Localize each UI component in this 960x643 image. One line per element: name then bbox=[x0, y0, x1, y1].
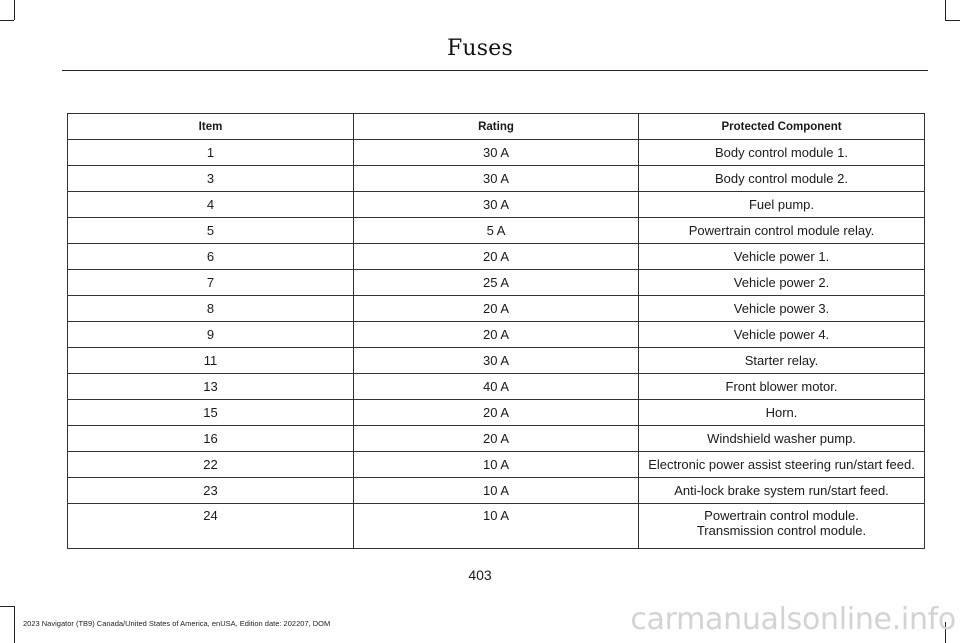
footer-edition-info: 2023 Navigator (TB9) Canada/United States of America, enUSA, Edition date: 202207, DOM bbox=[23, 619, 331, 628]
cell-rating: 10 A bbox=[354, 452, 639, 478]
cell-protected-component bbox=[639, 452, 925, 478]
fuse-table-body bbox=[68, 140, 925, 549]
watermark-logo: carmanualsonline.info bbox=[630, 602, 956, 637]
component-line: Powertrain control module. bbox=[704, 508, 859, 523]
cell-rating: 25 A bbox=[354, 270, 639, 296]
cell-item: 13 bbox=[68, 374, 354, 400]
header-divider bbox=[62, 70, 928, 71]
cell-item: 9 bbox=[68, 322, 354, 348]
column-header-rating: Rating bbox=[354, 114, 639, 140]
table-row bbox=[68, 478, 925, 504]
cell-protected-component bbox=[639, 270, 925, 296]
cell-protected-component bbox=[639, 296, 925, 322]
table-row bbox=[68, 218, 925, 244]
component-line: Body control module 1. bbox=[715, 145, 848, 160]
cell-rating: 30 A bbox=[354, 192, 639, 218]
cell-rating: 20 A bbox=[354, 426, 639, 452]
cell-item: 22 bbox=[68, 452, 354, 478]
table-row bbox=[68, 374, 925, 400]
page-number: 403 bbox=[468, 567, 492, 583]
table-row bbox=[68, 322, 925, 348]
component-line: Electronic power assist steering run/start feed. bbox=[648, 457, 915, 472]
cell-protected-component bbox=[639, 478, 925, 504]
table-row bbox=[68, 270, 925, 296]
cell-rating: 5 A bbox=[354, 218, 639, 244]
cell-rating: 10 A bbox=[354, 504, 639, 549]
crop-mark-bottom-left-h bbox=[0, 606, 14, 607]
table-row bbox=[68, 348, 925, 374]
component-line: Anti-lock brake system run/start feed. bbox=[674, 483, 889, 498]
cell-rating: 40 A bbox=[354, 374, 639, 400]
cell-item: 5 bbox=[68, 218, 354, 244]
cell-protected-component bbox=[639, 218, 925, 244]
cell-item: 6 bbox=[68, 244, 354, 270]
table-row bbox=[68, 426, 925, 452]
crop-mark-top-left bbox=[14, 0, 15, 20]
cell-item: 24 bbox=[68, 504, 354, 549]
column-header-protected-component: Protected Component bbox=[639, 114, 925, 140]
crop-mark-top-right bbox=[945, 0, 946, 20]
table-row bbox=[68, 192, 925, 218]
component-line: Front blower motor. bbox=[725, 379, 838, 394]
component-line: Starter relay. bbox=[744, 353, 819, 368]
cell-protected-component bbox=[639, 504, 925, 549]
component-line: Powertrain control module relay. bbox=[688, 223, 875, 238]
cell-rating: 30 A bbox=[354, 166, 639, 192]
table-header-row bbox=[68, 114, 925, 140]
cell-item: 16 bbox=[68, 426, 354, 452]
cell-item: 1 bbox=[68, 140, 354, 166]
crop-mark-bottom-left bbox=[14, 606, 15, 643]
table-row bbox=[68, 140, 925, 166]
cell-item: 8 bbox=[68, 296, 354, 322]
component-line: Vehicle power 1. bbox=[733, 249, 830, 264]
cell-protected-component bbox=[639, 400, 925, 426]
column-header-item: Item bbox=[68, 114, 354, 140]
cell-rating: 20 A bbox=[354, 244, 639, 270]
table-row bbox=[68, 166, 925, 192]
cell-item: 7 bbox=[68, 270, 354, 296]
fuse-table bbox=[67, 113, 925, 549]
component-line: Vehicle power 2. bbox=[733, 275, 830, 290]
component-line: Vehicle power 4. bbox=[733, 327, 830, 342]
component-line: Horn. bbox=[765, 405, 798, 420]
cell-protected-component bbox=[639, 322, 925, 348]
cell-item: 11 bbox=[68, 348, 354, 374]
component-line: Fuel pump. bbox=[748, 197, 815, 212]
component-line: Body control module 2. bbox=[715, 171, 848, 186]
crop-mark-top-left-h bbox=[0, 20, 14, 21]
cell-rating: 30 A bbox=[354, 348, 639, 374]
table-row bbox=[68, 244, 925, 270]
crop-mark-top-right-h bbox=[945, 20, 960, 21]
cell-rating: 20 A bbox=[354, 400, 639, 426]
cell-protected-component bbox=[639, 374, 925, 400]
page-title: Fuses bbox=[446, 36, 514, 61]
cell-rating: 30 A bbox=[354, 140, 639, 166]
cell-protected-component bbox=[639, 244, 925, 270]
cell-item: 4 bbox=[68, 192, 354, 218]
cell-rating: 20 A bbox=[354, 296, 639, 322]
table-row bbox=[68, 452, 925, 478]
cell-protected-component bbox=[639, 140, 925, 166]
table-row bbox=[68, 504, 925, 549]
cell-item: 3 bbox=[68, 166, 354, 192]
component-line: Transmission control module. bbox=[696, 523, 867, 538]
table-row bbox=[68, 296, 925, 322]
cell-protected-component bbox=[639, 192, 925, 218]
cell-item: 23 bbox=[68, 478, 354, 504]
cell-protected-component bbox=[639, 348, 925, 374]
component-line: Windshield washer pump. bbox=[707, 431, 856, 446]
table-row bbox=[68, 400, 925, 426]
cell-protected-component bbox=[639, 166, 925, 192]
cell-rating: 10 A bbox=[354, 478, 639, 504]
cell-rating: 20 A bbox=[354, 322, 639, 348]
cell-item: 15 bbox=[68, 400, 354, 426]
cell-protected-component bbox=[639, 426, 925, 452]
component-line: Vehicle power 3. bbox=[733, 301, 830, 316]
